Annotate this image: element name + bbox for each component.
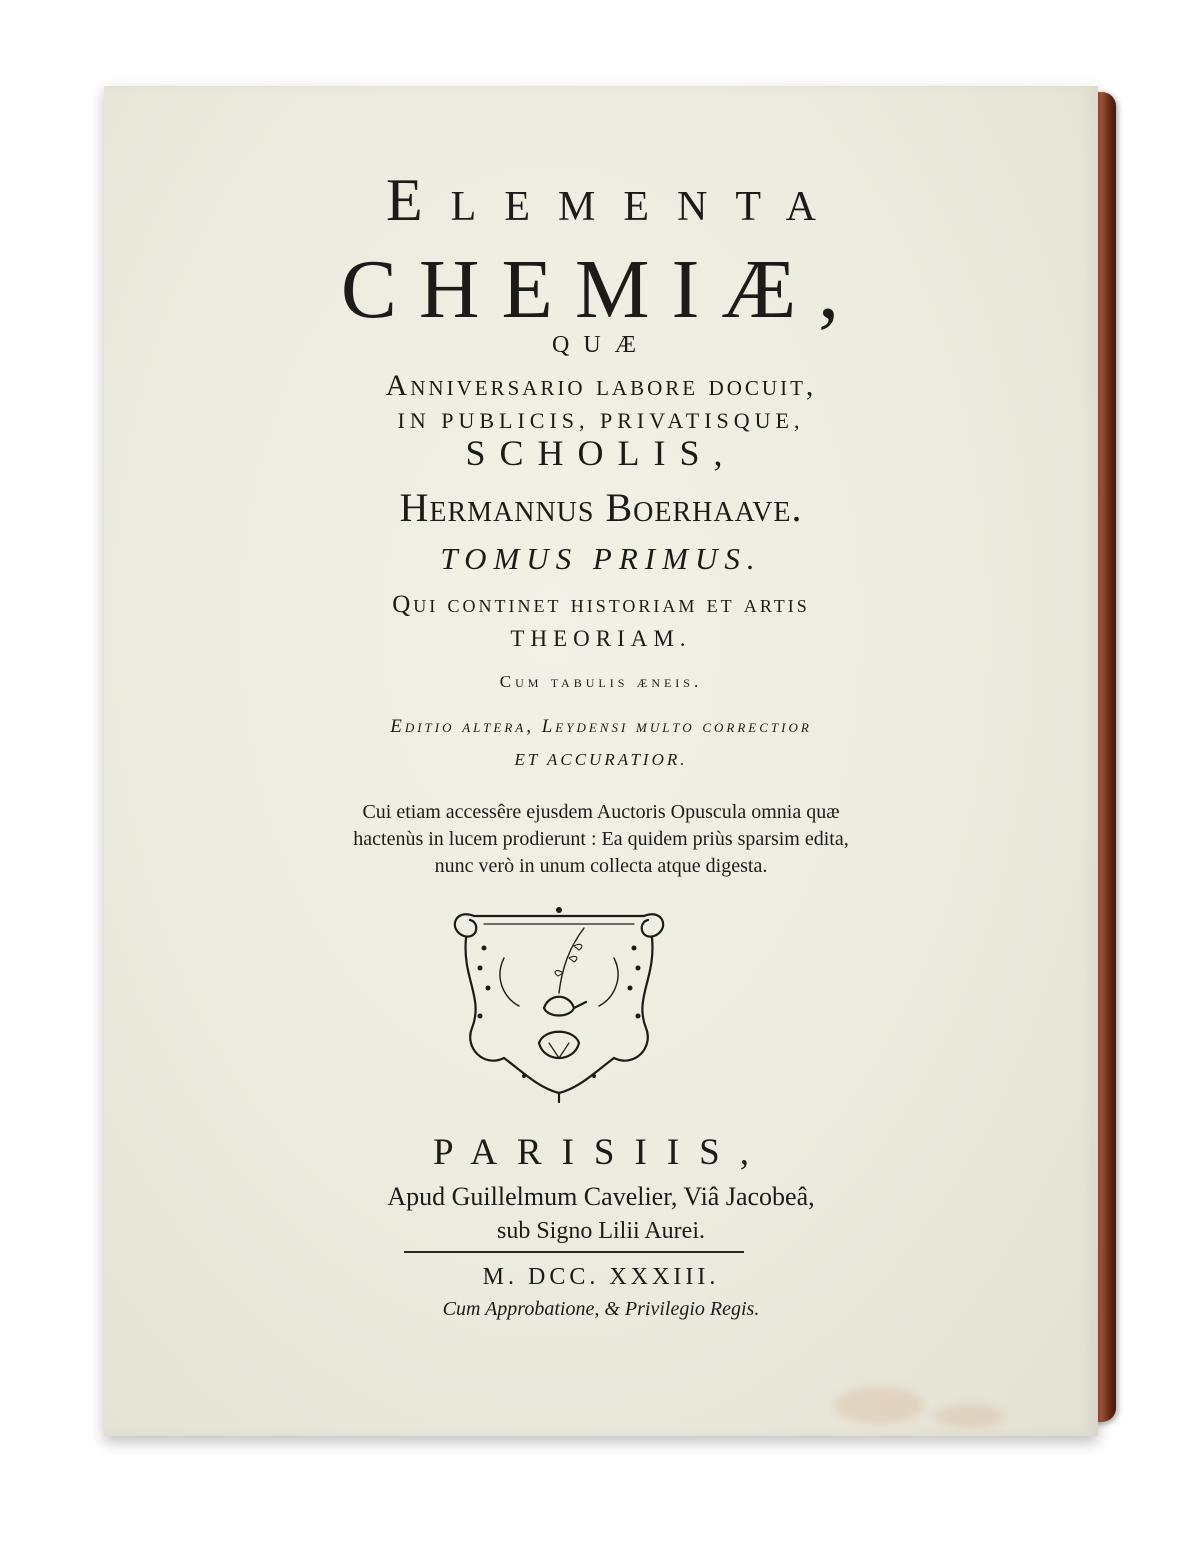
author-name: Hermannus Boerhaave. (399, 485, 803, 530)
title-line-2: CHEMIÆ, (340, 243, 862, 336)
opuscula-line-1: Cui etiam accessêre ejusdem Auctoris Opuscula omnia quæ (362, 801, 840, 823)
imprint-date: M. DCC. XXXIII. (482, 1264, 720, 1290)
imprint-place: PARISIIS, (433, 1132, 769, 1173)
scholis-line: SCHOLIS, (465, 433, 737, 473)
opuscula-line-2: hactenùs in lucem prodierunt : Ea quidem priùs sparsim edita, (353, 828, 849, 850)
privilege-line: Cum Approbatione, & Privilegio Regis. (442, 1298, 760, 1320)
foxing-stain (834, 1386, 924, 1424)
in-publicis-line: IN PUBLICIS, PRIVATISQUE, (397, 408, 805, 433)
quae-line: QUÆ (551, 332, 650, 358)
volume-label: TOMUS PRIMUS. (440, 541, 762, 576)
contents-line-2: THEORIAM. (510, 626, 692, 651)
title-page (104, 86, 1098, 1436)
opuscula-line-3: nunc verò in unum collecta atque digesta. (434, 855, 768, 877)
imprint-rule (404, 1251, 744, 1253)
plates-line: Cum tabulis æneis. (499, 672, 703, 691)
foxing-stain (934, 1404, 1004, 1428)
printers-ornament-icon (444, 898, 674, 1108)
anniversario-line: Anniversario labore docuit, (385, 369, 817, 402)
imprint-publisher: Apud Guillelmum Cavelier, Viâ Jacobeâ, (387, 1182, 815, 1211)
edition-line-2: ET ACCURATIOR. (514, 750, 688, 769)
title-line-1: Elementa (386, 167, 844, 233)
contents-line-1: Qui continet historiam et artis (392, 591, 810, 618)
edition-line-1: Editio altera, Leydensi multo correctior (390, 716, 812, 737)
imprint-sign: sub Signo Lilii Aurei. (496, 1218, 705, 1244)
